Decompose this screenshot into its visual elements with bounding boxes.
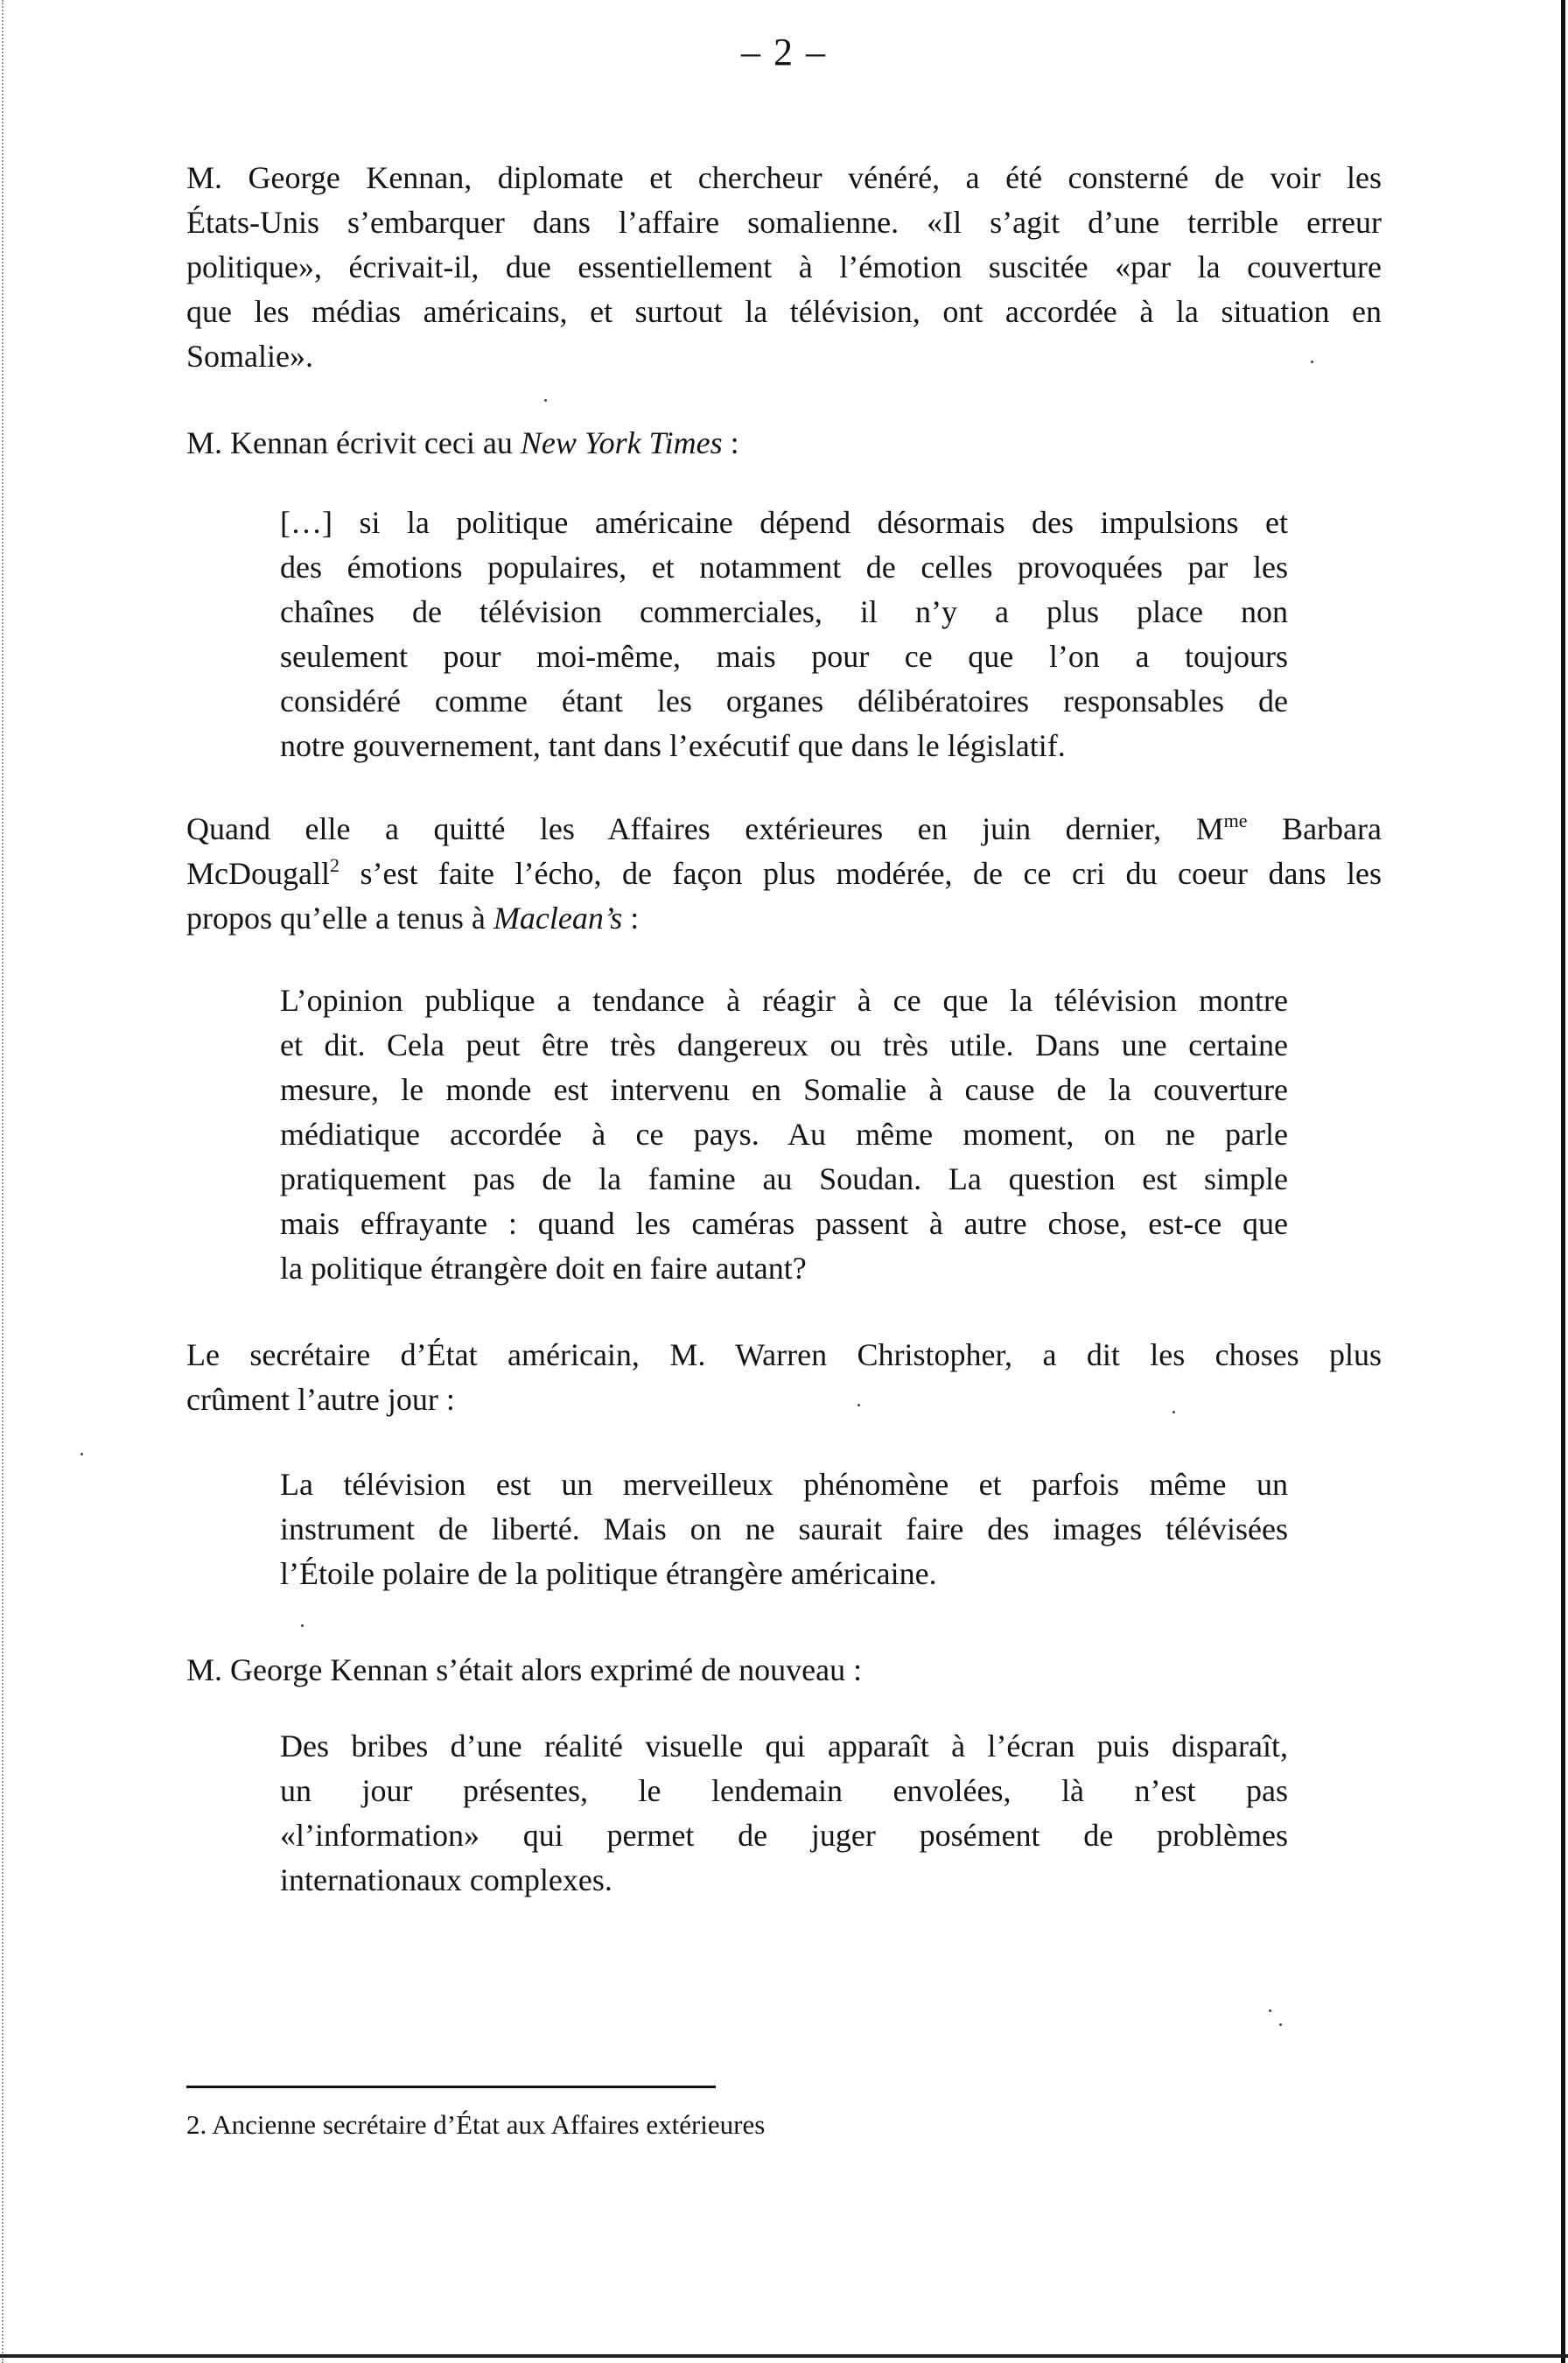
text-line bbox=[186, 807, 1382, 852]
quote-line: instrument de liberté. Mais on ne saurait faire des images télévisées bbox=[280, 1511, 1288, 1546]
quote-line: la politique étrangère doit en faire autant? bbox=[280, 1251, 807, 1286]
text-segment: M. Kennan écrivit ceci au bbox=[186, 425, 521, 460]
footnote: 2. Ancienne secrétaire d’État aux Affaires extérieures bbox=[186, 2109, 766, 2140]
text-line bbox=[186, 421, 1382, 466]
scan-left-edge bbox=[2, 0, 5, 2363]
scan-right-edge bbox=[1561, 0, 1565, 2363]
text-line: que les médias américains, et surtout la télévision, ont accordée à la situation en bbox=[186, 294, 1382, 329]
scan-speck bbox=[1269, 2009, 1271, 2012]
quote-line: L’opinion publique a tendance à réagir à ce que la télévision montre bbox=[280, 983, 1288, 1018]
paragraph-christopher-intro bbox=[186, 1333, 1382, 1422]
text-segment: Quand elle a quitté les Affaires extérieures en juin dernier, M bbox=[186, 811, 1224, 846]
scan-speck bbox=[1172, 1411, 1175, 1413]
quote-line: «l’information» qui permet de juger posément de problèmes bbox=[280, 1818, 1288, 1853]
text-line bbox=[186, 852, 1382, 896]
quote-kennan-second bbox=[280, 1724, 1288, 1903]
text-segment: : bbox=[622, 901, 640, 936]
quote-line: pratiquement pas de la famine au Soudan. La question est simple bbox=[280, 1161, 1288, 1196]
quote-line: chaînes de télévision commerciales, il n’y a plus place non bbox=[280, 594, 1288, 629]
quote-line: seulement pour moi-même, mais pour ce que l’on a toujours bbox=[280, 639, 1288, 674]
quote-christopher bbox=[280, 1462, 1288, 1596]
text-line: Le secrétaire d’État américain, M. Warren Christopher, a dit les choses plus bbox=[186, 1337, 1382, 1372]
text-line: Somalie». bbox=[186, 339, 313, 374]
scan-speck bbox=[80, 1453, 83, 1455]
scan-speck bbox=[544, 399, 547, 402]
quote-line: un jour présentes, le lendemain envolées, là n’est pas bbox=[280, 1773, 1288, 1808]
text-line: crûment l’autre jour : bbox=[186, 1382, 455, 1417]
footnote-rule bbox=[186, 2086, 716, 2088]
quote-line: internationaux complexes. bbox=[280, 1862, 612, 1897]
quote-line: considéré comme étant les organes délibératoires responsables de bbox=[280, 684, 1288, 719]
quote-line: notre gouvernement, tant dans l’exécutif que dans le législatif. bbox=[280, 728, 1066, 763]
footnote-reference: 2 bbox=[329, 854, 340, 876]
quote-kennan-nyt bbox=[280, 501, 1288, 768]
quote-line: Des bribes d’une réalité visuelle qui apparaît à l’écran puis disparaît, bbox=[280, 1728, 1288, 1763]
quote-line: La télévision est un merveilleux phénomène et parfois même un bbox=[280, 1467, 1288, 1502]
superscript: me bbox=[1223, 810, 1248, 831]
quote-line: mesure, le monde est intervenu en Somalie à cause de la couverture bbox=[280, 1072, 1288, 1107]
text-segment: : bbox=[722, 425, 739, 460]
quote-line: […] si la politique américaine dépend désormais des impulsions et bbox=[280, 505, 1288, 540]
paragraph-mcdougall-intro bbox=[186, 807, 1382, 941]
quote-line: l’Étoile polaire de la politique étrangère américaine. bbox=[280, 1556, 937, 1591]
text-line: États-Unis s’embarquer dans l’affaire somalienne. «Il s’agit d’une terrible erreur bbox=[186, 205, 1382, 240]
text-segment: McDougall bbox=[186, 856, 330, 891]
scan-speck bbox=[301, 1624, 304, 1627]
text-line: politique», écrivait-il, due essentiellement à l’émotion suscitée «par la couverture bbox=[186, 249, 1382, 284]
publication-title: Maclean’s bbox=[493, 901, 623, 936]
scan-bottom-edge bbox=[0, 2354, 1568, 2358]
quote-line: médiatique accordée à ce pays. Au même moment, on ne parle bbox=[280, 1117, 1288, 1152]
quote-mcdougall bbox=[280, 978, 1288, 1291]
page-number: – 2 – bbox=[741, 31, 827, 74]
scan-speck bbox=[1279, 2023, 1282, 2026]
scan-speck bbox=[858, 1404, 860, 1406]
text-segment: Barbara bbox=[1247, 811, 1382, 846]
text-segment: s’est faite l’écho, de façon plus modérée, de ce cri du coeur dans les bbox=[339, 856, 1382, 891]
paragraph-kennan-again bbox=[186, 1648, 1382, 1693]
quote-line: mais effrayante : quand les caméras passent à autre chose, est-ce que bbox=[280, 1206, 1288, 1241]
paragraph-nyt-intro bbox=[186, 421, 1382, 466]
paragraph-kennan-intro bbox=[186, 156, 1382, 379]
text-line: M. George Kennan, diplomate et chercheur vénéré, a été consterné de voir les bbox=[186, 160, 1382, 195]
text-segment: propos qu’elle a tenus à bbox=[186, 901, 494, 936]
scan-speck bbox=[1311, 361, 1313, 363]
quote-line: et dit. Cela peut être très dangereux ou très utile. Dans une certaine bbox=[280, 1027, 1288, 1062]
text-line: M. George Kennan s’était alors exprimé de nouveau : bbox=[186, 1652, 863, 1687]
text-line bbox=[186, 896, 1382, 941]
quote-line: des émotions populaires, et notamment de celles provoquées par les bbox=[280, 550, 1288, 585]
publication-title: New York Times bbox=[520, 425, 723, 460]
